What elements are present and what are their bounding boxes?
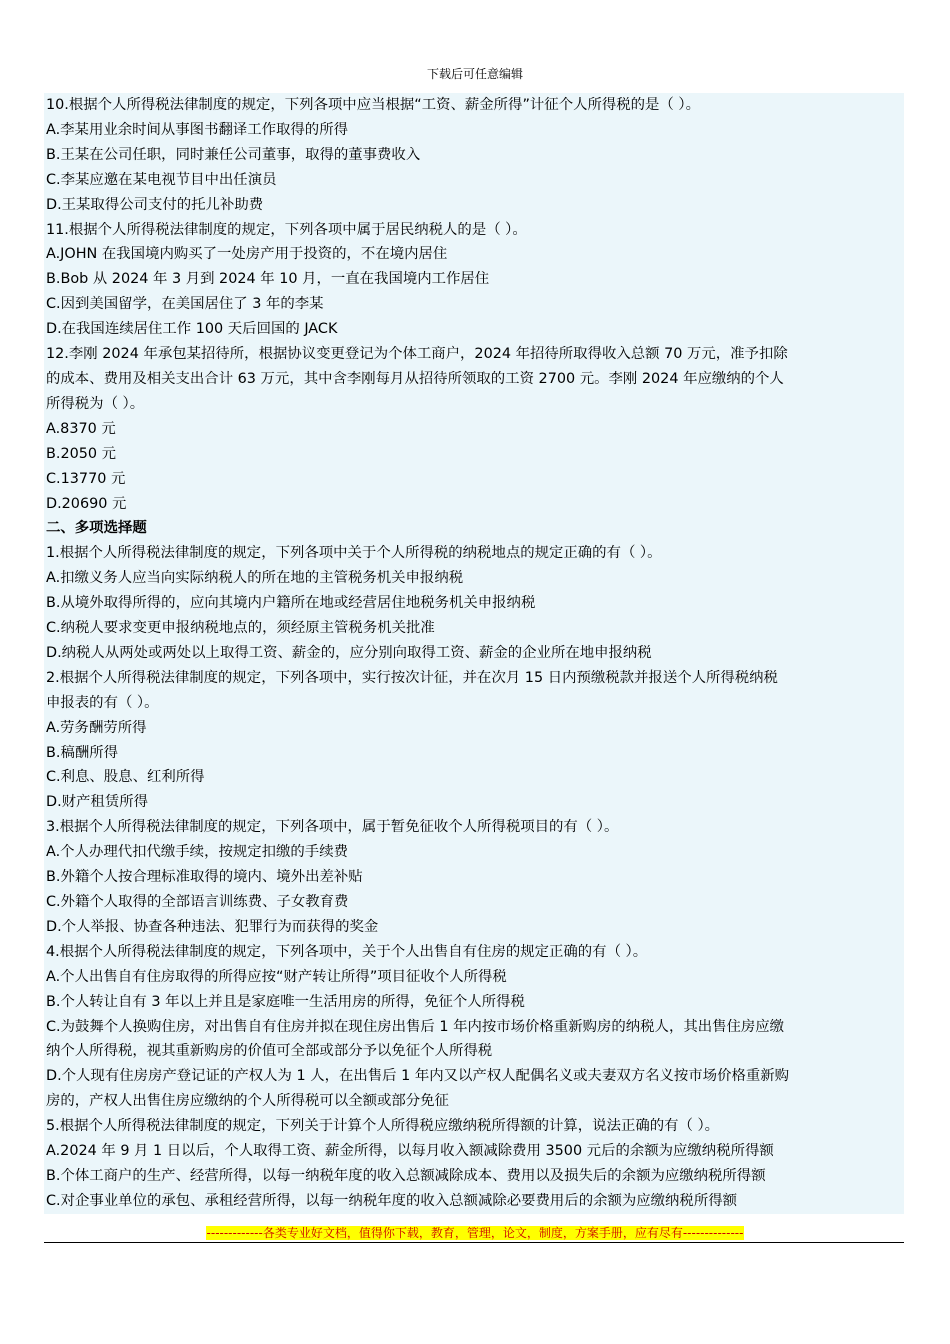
- text-line: A.8370 元: [46, 420, 116, 437]
- text-line: 3.根据个人所得税法律制度的规定，下列各项中，属于暂免征收个人所得税项目的有（ ）。: [46, 819, 619, 836]
- text-line: A.扣缴义务人应当向实际纳税人的所在地的主管税务机关申报纳税: [46, 570, 464, 587]
- footer-banner: [0, 1225, 950, 1241]
- footer-divider: [44, 1242, 904, 1243]
- text-line: D.个人举报、协查各种违法、犯罪行为而获得的奖金: [46, 918, 379, 935]
- text-line: 所得税为（ ）。: [46, 395, 145, 412]
- text-line: 1.根据个人所得税法律制度的规定，下列各项中关于个人所得税的纳税地点的规定正确的有（ ）。: [46, 545, 662, 562]
- text-line: C.外籍个人取得的全部语言训练费、子女教育费: [46, 894, 349, 910]
- text-line: C.利息、股息、红利所得: [46, 769, 205, 786]
- header-note: 下载后可任意编辑: [426, 67, 523, 81]
- text-line: B.2050 元: [46, 445, 117, 462]
- text-line: C.对企事业单位的承包、承租经营所得，以每一纳税年度的收入总额减除必要费用后的余额为应缴纳税所得额: [46, 1192, 737, 1209]
- text-line: A.个人出售自有住房取得的所得应按“财产转让所得”项目征收个人所得税: [46, 968, 507, 985]
- text-line: 11.根据个人所得税法律制度的规定，下列各项中属于居民纳税人的是（ ）。: [46, 221, 527, 238]
- text-line: C.13770 元: [46, 470, 126, 487]
- text-line: D.王某取得公司支付的托儿补助费: [46, 196, 264, 213]
- text-line: B.从境外取得所得的，应向其境内户籍所在地或经营居住地税务机关申报纳税: [46, 595, 536, 612]
- text-line: C.因到美国留学，在美国居住了 3 年的李某: [46, 296, 324, 313]
- text-line: B.Bob 从 2024 年 3 月到 2024 年 10 月，一直在我国境内工作居住: [46, 271, 490, 288]
- text-line: C.为鼓舞个人换购住房，对出售自有住房并拟在现住房出售后 1 年内按市场价格重新购房的纳税人，其出售住房应缴: [46, 1018, 785, 1035]
- text-line: 的成本、费用及相关支出合计 63 万元，其中含李刚每月从招待所领取的工资 2700 元。李刚 2024 年应缴纳的个人: [46, 370, 784, 387]
- text-line: B.个体工商户的生产、经营所得，以每一纳税年度的收入总额减除成本、费用以及损失后的余额为应缴纳税所得额: [46, 1167, 766, 1184]
- text-line: D.个人现有住房房产登记证的产权人为 1 人，在出售后 1 年内又以产权人配偶名义或夫妻双方名义按市场价格重新购: [46, 1068, 790, 1085]
- text-line: 申报表的有（ ）。: [46, 694, 159, 711]
- text-line: A.个人办理代扣代缴手续，按规定扣缴的手续费: [46, 844, 348, 861]
- text-line: 10.根据个人所得税法律制度的规定，下列各项中应当根据“工资、薪金所得”计征个人所得税的是（ ）。: [46, 97, 700, 113]
- text-line: 4.根据个人所得税法律制度的规定，下列各项中，关于个人出售自有住房的规定正确的有（ ）。: [46, 943, 648, 960]
- text-line: D.20690 元: [46, 495, 127, 512]
- document-body: [44, 93, 904, 1214]
- text-line: D.纳税人从两处或两处以上取得工资、薪金的，应分别向取得工资、薪金的企业所在地申报纳税: [46, 644, 652, 661]
- text-line: 5.根据个人所得税法律制度的规定，下列关于计算个人所得税应缴纳税所得额的计算，说法正确的有（ ）。: [46, 1118, 720, 1135]
- text-line: A.JOHN 在我国境内购买了一处房产用于投资的，不在境内居住: [46, 246, 448, 263]
- text-line: B.稿酬所得: [46, 744, 119, 761]
- text-line: B.外籍个人按合理标准取得的境内、境外出差补贴: [46, 869, 363, 886]
- text-line: 纳个人所得税，视其重新购房的价值可全部或部分予以免征个人所得税: [46, 1043, 493, 1060]
- text-line: 2.根据个人所得税法律制度的规定，下列各项中，实行按次计征，并在次月 15 日内预缴税款并报送个人所得税纳税: [46, 669, 778, 686]
- text-line: 12.李刚 2024 年承包某招待所，根据协议变更登记为个体工商户，2024 年招待所取得收入总额 70 万元，准予扣除: [46, 346, 788, 363]
- text-line: D.财产租赁所得: [46, 794, 148, 811]
- text-line: B.个人转让自有 3 年以上并且是家庭唯一生活用房的所得，免征个人所得税: [46, 993, 525, 1010]
- text-line: 房的，产权人出售住房应缴纳的个人所得税可以全额或部分免征: [46, 1093, 449, 1110]
- text-line: A.2024 年 9 月 1 日以后，个人取得工资、薪金所得，以每月收入额减除费用 3500 元后的余额为应缴纳税所得额: [46, 1143, 774, 1160]
- text-line: B.王某在公司任职，同时兼任公司董事，取得的董事费收入: [46, 146, 421, 163]
- section-heading: 二、多项选择题: [46, 520, 147, 537]
- text-line: A.李某用业余时间从事图书翻译工作取得的所得: [46, 121, 348, 138]
- text-line: D.在我国连续居住工作 100 天后回国的 JACK: [46, 321, 338, 338]
- footer-banner-text: -------------各类专业好文档，值得你下载，教育，管理，论文，制度，方案手册，应有尽有--------------: [206, 1226, 744, 1240]
- text-line: C.纳税人要求变更申报纳税地点的，须经原主管税务机关批准: [46, 620, 435, 637]
- text-line: C.李某应邀在某电视节目中出任演员: [46, 171, 277, 188]
- text-line: A.劳务酬劳所得: [46, 719, 147, 736]
